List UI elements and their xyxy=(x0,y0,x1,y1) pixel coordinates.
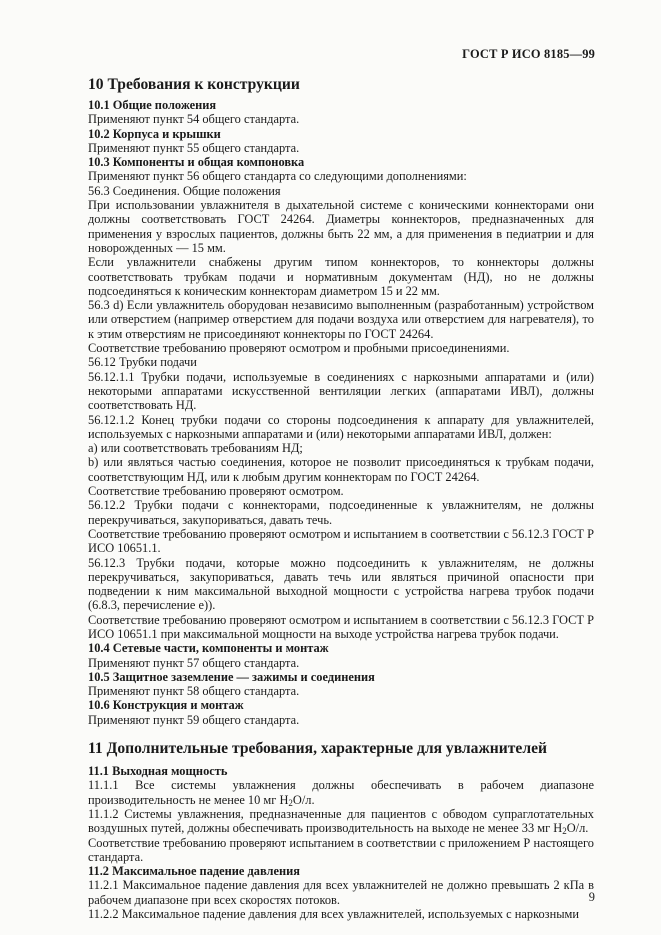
document-code-header: ГОСТ Р ИСО 8185—99 xyxy=(462,47,595,61)
page-content xyxy=(88,75,594,921)
paragraph-compliance-inspection: Соответствие требованию проверяют осмотром. xyxy=(88,484,344,499)
paragraph-11-1-2-text: 11.1.2 Системы увлажнения, предназначенные для пациентов с обводом супраглотательных воздушных путей, должны обеспечивать производительность на выходе не менее 33 мг H xyxy=(88,806,594,836)
subsection-10-2-title: 10.2 Корпуса и крышки xyxy=(88,126,221,141)
paragraph-11-1-2-unit: O/л. xyxy=(566,821,589,836)
section-10-title: 10 Требования к конструкции xyxy=(88,76,300,93)
subscript-2: 2 xyxy=(562,826,567,837)
subsection-10-2-text: Применяют пункт 55 общего стандарта. xyxy=(88,140,300,155)
paragraph-56-3-d: 56.3 d) Если увлажнитель оборудован независимо выполненным (разработанным) устройством или отверстием (например отверстием для подачи воздуха или отверстием для нагревателя), то к этим отверстиям не присоединяют коннекторы по ГОСТ 24264. xyxy=(88,298,594,341)
paragraph-compliance-appendix-p: Соответствие требованию проверяют испытанием в соответствии с приложением Р настоящего стандарта. xyxy=(88,835,594,864)
list-item-b: b) или являться частью соединения, которое не позволит присоединяться к трубкам подачи, соответствующим НД, или к любым другим коннекторам по ГОСТ 24264. xyxy=(88,455,594,484)
subsection-10-4-text: Применяют пункт 57 общего стандарта. xyxy=(88,655,300,670)
paragraph-11-2-1: 11.2.1 Максимальное падение давления для всех увлажнителей не должно превышать 2 кПа в рабочем диапазоне при всех скоростях потоков. xyxy=(88,878,594,907)
subsection-10-6-text: Применяют пункт 59 общего стандарта. xyxy=(88,712,300,727)
page-number: 9 xyxy=(588,890,595,904)
paragraph-11-1-1 xyxy=(88,778,594,807)
paragraph-11-1-1-text: 11.1.1 Все системы увлажнения должны обеспечивать в рабочем диапазоне производительность не менее 10 мг H xyxy=(88,778,594,807)
list-item-a: a) или соответствовать требованиям НД; xyxy=(88,441,303,456)
subscript-2: 2 xyxy=(288,797,293,808)
paragraph-56-12-1-1: 56.12.1.1 Трубки подачи, используемые в соединениях с наркозными аппаратами и (или) некоторыми аппаратами искусственной вентиляции легких (аппаратами ИВЛ), должны соответствовать НД. xyxy=(88,369,594,413)
paragraph-56-12-3: 56.12.3 Трубки подачи, которые можно подсоединить к увлажнителям, не должны перекручиваться, закупориваться, давать течь или являться причиной опасности при подведении к ним максимальной выходной мощности с устройства нагрева трубок подачи (6.8.3, перечисление e)). xyxy=(88,555,594,613)
subsection-10-6-title: 10.6 Конструкция и монтаж xyxy=(88,698,244,713)
subsection-10-3-title: 10.3 Компоненты и общая компоновка xyxy=(88,155,305,170)
paragraph-compliance-56-12-3: Соответствие требованию проверяют осмотром и испытанием в соответствии с 56.12.3 ГОСТ Р ИСО 10651.1. xyxy=(88,526,594,556)
subsection-11-1-title: 11.1 Выходная мощность xyxy=(88,764,228,779)
paragraph-compliance-connections: Соответствие требованию проверяют осмотром и пробными присоединениями. xyxy=(88,341,510,356)
paragraph-11-1-1-unit: O/л. xyxy=(292,792,315,807)
paragraph-56-12-2: 56.12.2 Трубки подачи с коннекторами, подсоединенные к увлажнителям, не должны перекручиваться, закупориваться, давать течь. xyxy=(88,498,594,527)
paragraph-56-12-heading: 56.12 Трубки подачи xyxy=(88,355,197,370)
subsection-11-2-title: 11.2 Максимальное падение давления xyxy=(88,864,300,879)
paragraph-11-2-2: 11.2.2 Максимальное падение давления для всех увлажнителей, используемых с наркозными xyxy=(88,907,580,922)
subsection-10-4-title: 10.4 Сетевые части, компоненты и монтаж xyxy=(88,641,329,656)
subsection-10-5-text: Применяют пункт 58 общего стандарта. xyxy=(88,684,300,699)
paragraph-compliance-max-power: Соответствие требованию проверяют осмотром и испытанием в соответствии с 56.12.3 ГОСТ Р ИСО 10651.1 при максимальной мощности на выходе устройства нагрева трубок подачи. xyxy=(88,612,594,641)
paragraph-56-3-heading: 56.3 Соединения. Общие положения xyxy=(88,183,281,198)
subsection-10-1-text: Применяют пункт 54 общего стандарта. xyxy=(88,112,300,127)
section-11-title: 11 Дополнительные требования, характерные для увлажнителей xyxy=(88,740,547,758)
paragraph-56-3-connectors: При использовании увлажнителя в дыхательной системе с коническими коннекторами они должны соответствовать ГОСТ 24264. Диаметры коннекторов, предназначенных для применения у взрослых пациентов, должны быть 22 мм, а для применения в педиатрии и для новорожденных — 15 мм. xyxy=(88,198,594,255)
paragraph-56-3-other-connectors: Если увлажнители снабжены другим типом коннекторов, то коннекторы должны соответствовать трубкам подачи и нормативным документам (НД), но не должны подсоединяться к коническим коннекторам диаметром 15 и 22 мм. xyxy=(88,255,594,298)
paragraph-11-1-2 xyxy=(88,807,594,836)
subsection-10-1-title: 10.1 Общие положения xyxy=(88,98,217,112)
subsection-10-3-text: Применяют пункт 56 общего стандарта со следующими дополнениями: xyxy=(88,169,467,184)
paragraph-56-12-1-2: 56.12.1.2 Конец трубки подачи со стороны подсоединения к аппарату для увлажнителей, используемых с наркозными аппаратами и (или) некоторыми аппаратами ИВЛ, должен: xyxy=(88,412,594,441)
subsection-10-5-title: 10.5 Защитное заземление — зажимы и соединения xyxy=(88,669,375,684)
